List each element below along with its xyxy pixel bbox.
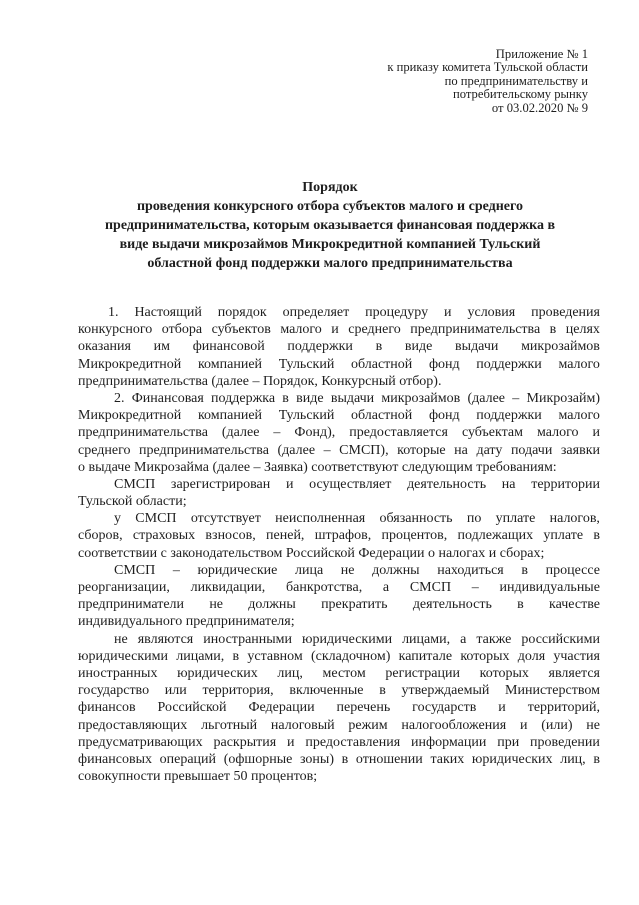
paragraph-line: конкурсного отбора субъектов малого и среднего предпринимательства в целях <box>78 322 600 338</box>
header-line: от 03.02.2020 № 9 <box>491 100 588 115</box>
document-body <box>78 304 600 785</box>
document-title <box>60 178 600 273</box>
paragraph <box>78 562 600 631</box>
header-line: потребительскому рынку <box>453 87 588 102</box>
paragraph-line: иностранных юридических лиц, местом регистрации которых является <box>78 665 600 681</box>
paragraph-line: предприниматели не должны прекратить деятельность в качестве <box>78 597 600 613</box>
paragraph-line: индивидуального предпринимателя; <box>78 614 295 630</box>
paragraph-line: у СМСП отсутствует неисполненная обязанность по уплате налогов, <box>114 511 600 527</box>
paragraph-line: реорганизации, ликвидации, банкротства, а СМСП – индивидуальные <box>78 580 600 595</box>
paragraph <box>78 631 600 786</box>
title-line: Порядок <box>302 180 358 195</box>
paragraph-line: предпринимательства (далее – Порядок, Конкурсный отбор). <box>78 373 442 389</box>
paragraph-line: о выдаче Микрозайма (далее – Заявка) соответствуют следующим требованиям: <box>78 459 557 475</box>
paragraph-line: финансов Российской Федерации перечень государств и территорий, <box>78 700 600 716</box>
paragraph-line: Тульской области; <box>78 494 187 510</box>
header-line: Приложение № 1 <box>495 47 588 61</box>
paragraph-line: среднего предпринимательства (далее – СМСП), которые на дату подачи заявки <box>78 442 600 458</box>
paragraph <box>78 476 600 510</box>
header-line: по предпринимательству и <box>444 73 588 88</box>
appendix-header <box>330 48 588 115</box>
paragraph-line: 1. Настоящий порядок определяет процедуру и условия проведения <box>108 305 600 320</box>
paragraph <box>78 510 600 562</box>
paragraph-line: предусматривающих раскрытия и предоставления информации при проведении <box>78 734 600 750</box>
paragraph-line: предпринимательства (далее – Фонд), предоставляется субъектам малого и <box>78 425 600 441</box>
paragraph-line: 2. Финансовая поддержка в виде выдачи микрозаймов (далее – Микрозайм) <box>114 390 600 406</box>
title-line: областной фонд поддержки малого предпринимательства <box>147 256 513 271</box>
paragraph-line: государство или территория, включенные в утверждаемый Министерством <box>78 683 600 699</box>
paragraph <box>78 390 600 476</box>
paragraph-line: оказания им финансовой поддержки в виде выдачи микрозаймов <box>78 339 600 355</box>
paragraph-line: предоставляющих льготный налоговый режим налогообложения и (или) не <box>78 717 600 733</box>
title-line: предпринимательства, которым оказывается финансовая поддержка в <box>104 218 556 233</box>
paragraph-line: не являются иностранными юридическими лицами, а также российскими <box>114 631 600 647</box>
paragraph-line: СМСП – юридические лица не должны находиться в процессе <box>114 562 600 578</box>
paragraph-line: соответствии с законодательством Российской Федерации о налогах и сборах; <box>78 545 545 561</box>
paragraph <box>78 304 600 390</box>
paragraph-line: Микрокредитной компанией Тульский областной фонд поддержки малого <box>78 408 600 424</box>
paragraph-line: совокупности превышает 50 процентов; <box>78 769 318 785</box>
paragraph-line: СМСП зарегистрирован и осуществляет деятельность на территории <box>114 476 600 492</box>
paragraph-line: финансовых операций (офшорные зоны) в отношении таких юридических лиц, в <box>78 751 600 767</box>
title-line: проведения конкурсного отбора субъектов малого и среднего <box>136 199 524 214</box>
paragraph-line: Микрокредитной компанией Тульский областной фонд поддержки малого <box>78 356 600 372</box>
paragraph-line: сборов, страховых взносов, пеней, штрафов, процентов, подлежащих уплате в <box>78 528 600 544</box>
title-line: виде выдачи микрозаймов Микрокредитной компанией Тульский <box>119 237 541 252</box>
paragraph-line: юридическими лицами, в уставном (складочном) капитале которых доля участия <box>78 648 600 664</box>
header-line: к приказу комитета Тульской области <box>387 60 588 75</box>
